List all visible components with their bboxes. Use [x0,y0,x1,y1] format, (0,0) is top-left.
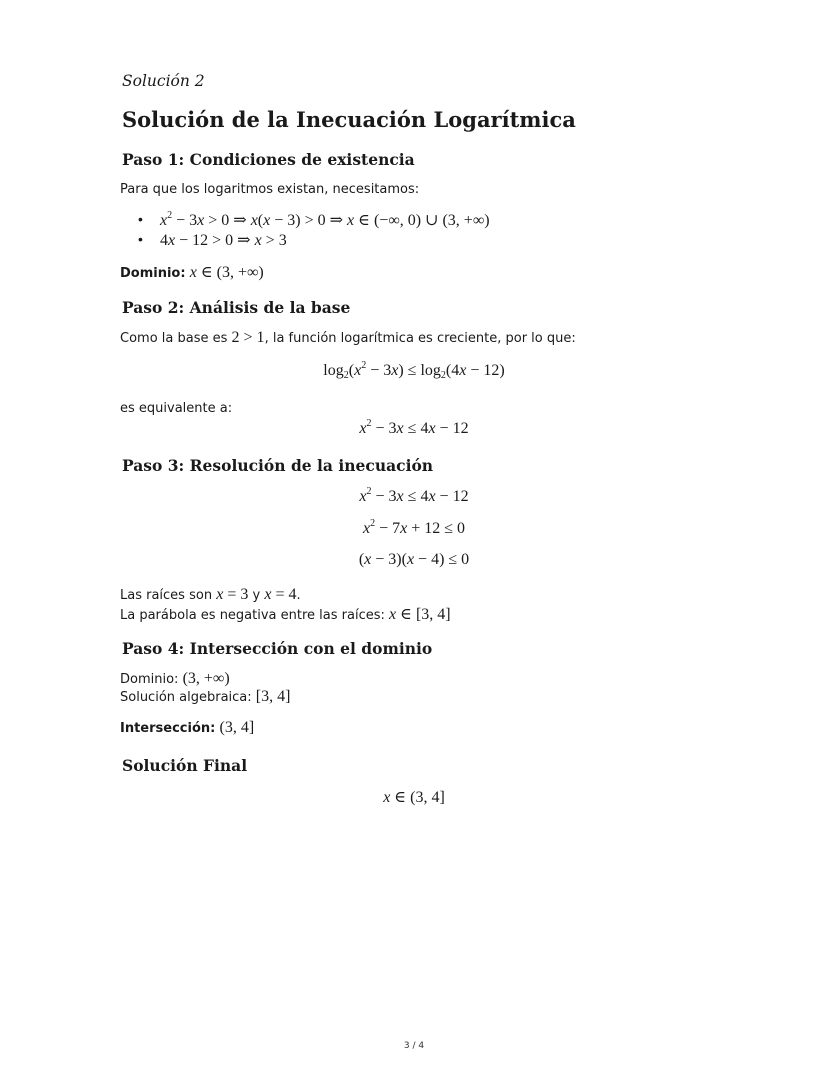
root-2-formula: x = 4 [264,586,297,603]
step3-formula-1: $x^2 - 3x \le 4x - 12$ [359,486,469,505]
root-1-formula: x = 3 [216,586,249,603]
parabola-text: La parábola es negativa entre las raíces: [120,608,385,623]
sol-alg-line [120,688,290,706]
parabola-interval-formula: x ∈ [3, 4] [389,606,451,623]
paso4-heading: Paso 4: Intersección con el dominio [122,639,433,658]
sol-alg-label: Solución algebraica: [120,690,252,705]
condition-1-formula: $x^2 - 3x > 0$ ⇒ x(x − 3) > 0 ⇒ x ∈ (−∞, 0) ∪ (3, +∞) [160,210,490,229]
interseccion-formula: (3, 4] [219,719,255,736]
paso4-dominio-label: Dominio: [120,672,179,687]
paso1-intro: Para que los logaritmos existan, necesitamos: [120,182,420,197]
section-label: Solución 2 [122,72,205,90]
paso3-heading: Paso 3: Resolución de la inecuación [122,456,434,475]
log-inequality-formula: $\log_2(x^2 - 3x) \le \log_2(4x - 12)$ [323,360,505,381]
condition-2-formula: 4x − 12 > 0 ⇒ x > 3 [160,232,287,249]
paso2-equiv: es equivalente a: [120,401,233,416]
dominio-formula: x ∈ (3, +∞) [189,264,264,281]
paso1-heading: Paso 1: Condiciones de existencia [122,150,415,169]
dominio-label: Dominio: [120,266,186,281]
parabola-line [120,604,451,624]
paso4-dominio-line [120,670,230,688]
sol-alg-formula: [3, 4] [255,688,291,705]
quadratic-inequality-formula: $x^2 - 3x \le 4x - 12$ [359,418,469,437]
paso2-intro-after: , la función logarítmica es creciente, por lo que: [264,331,576,346]
roots-mid: y [252,588,261,603]
bullet-dot: • [138,231,143,247]
roots-before: Las raíces son [120,588,213,603]
paso2-intro [120,329,576,347]
interseccion-label: Intersección: [120,721,216,736]
paso2-heading: Paso 2: Análisis de la base [122,298,351,317]
dominio-line [120,262,264,282]
interseccion-line [120,719,254,737]
base-formula: 2 > 1 [231,329,265,346]
page-number: 3 / 4 [403,1041,425,1051]
paso2-intro-before: Como la base es [120,331,228,346]
page-title: Solución de la Inecuación Logarítmica [122,107,576,132]
roots-line: Las raíces son x = 3 y x = 4. [120,586,301,603]
final-solution-formula: x ∈ (3, 4] [383,789,445,806]
step3-formula-2: $x^2 - 7x + 12 \le 0$ [362,518,466,537]
step3-formula-3: (x − 3)(x − 4) ≤ 0 [358,551,470,568]
paso4-dominio-formula: (3, +∞) [182,670,230,687]
bullet-dot: • [138,211,143,227]
final-heading: Solución Final [122,756,248,775]
